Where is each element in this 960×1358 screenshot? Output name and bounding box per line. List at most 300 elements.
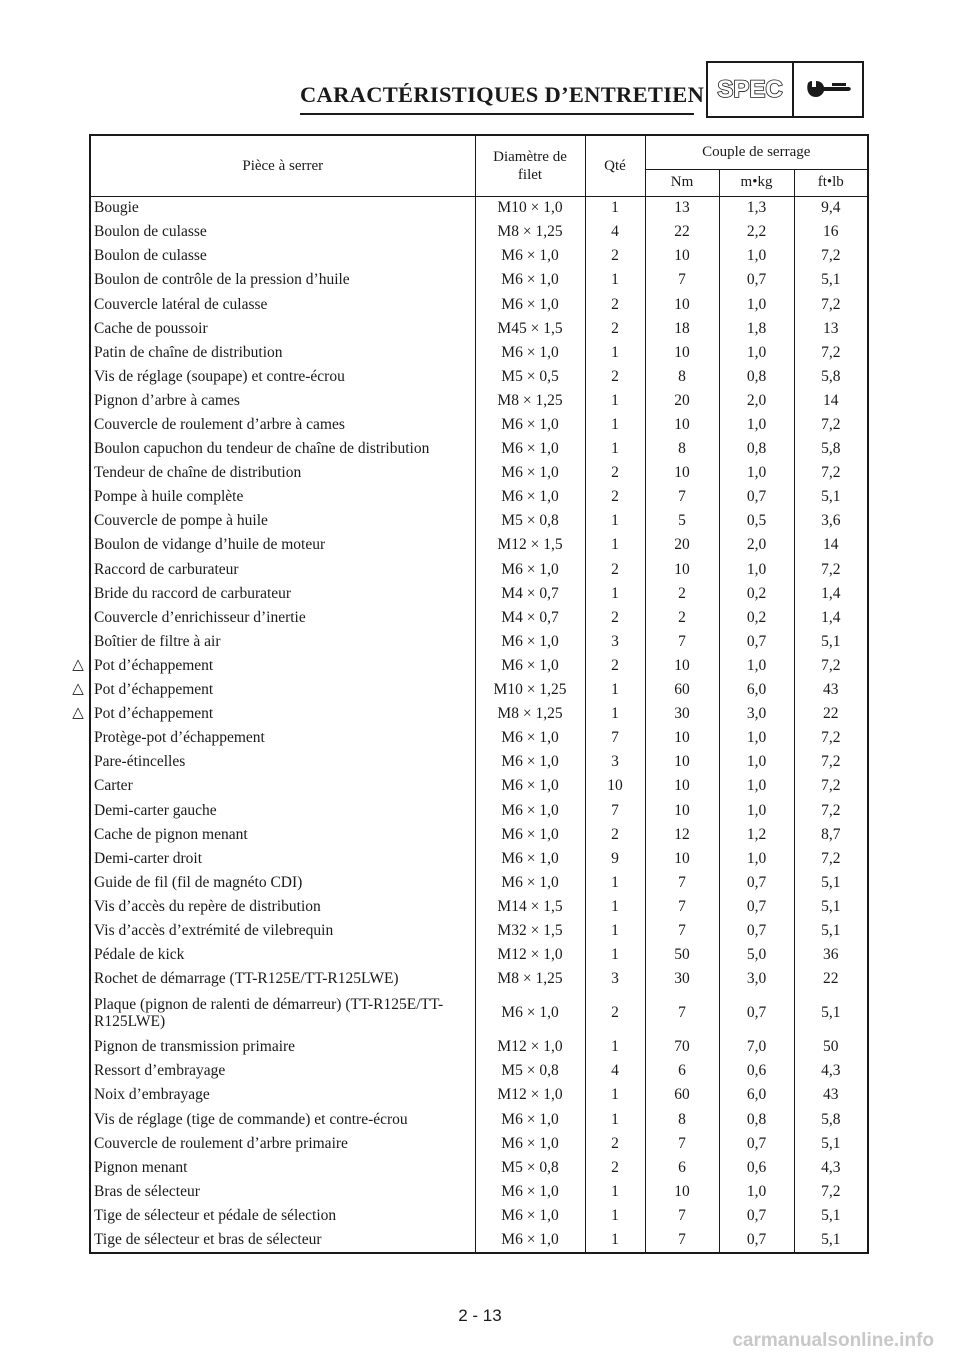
cell-mkg: 2,0 [719,534,794,558]
cell-nm: 60 [645,678,719,702]
cell-mkg: 0,8 [719,437,794,461]
cell-ftlb: 1,4 [794,606,868,630]
cell-ftlb: 4,3 [794,1060,868,1084]
cell-mkg: 0,2 [719,606,794,630]
cell-mkg: 7,0 [719,1036,794,1060]
cell-thread: M10 × 1,25 [475,678,585,702]
cell-qty: 2 [585,823,645,847]
cell-mkg: 1,0 [719,775,794,799]
cell-mkg: 0,7 [719,486,794,510]
torque-table [89,134,869,1254]
table-row [90,245,868,269]
cell-part: Bride du raccord de carburateur [90,582,475,606]
cell-mkg: 2,0 [719,389,794,413]
table-row [90,1180,868,1204]
triangle-mark-icon: △ [72,655,84,673]
cell-thread: M8 × 1,25 [475,968,585,992]
cell-mkg: 1,3 [719,196,794,221]
cell-part: Noix d’embrayage [90,1084,475,1108]
cell-ftlb: 1,4 [794,582,868,606]
cell-nm: 10 [645,847,719,871]
cell-part: Pignon d’arbre à cames [90,389,475,413]
cell-qty: 9 [585,847,645,871]
cell-part: Couvercle de roulement d’arbre primaire [90,1132,475,1156]
spec-label: SPEC [708,63,794,116]
cell-nm: 12 [645,823,719,847]
cell-thread: M6 × 1,0 [475,486,585,510]
cell-thread: M5 × 0,5 [475,365,585,389]
cell-qty: 1 [585,582,645,606]
cell-nm: 20 [645,389,719,413]
cell-nm: 18 [645,317,719,341]
cell-nm: 7 [645,269,719,293]
cell-thread: M6 × 1,0 [475,823,585,847]
header-qty: Qté [585,135,645,196]
cell-nm: 22 [645,221,719,245]
table-body [90,196,868,1253]
table-row [90,365,868,389]
cell-nm: 10 [645,654,719,678]
cell-qty: 2 [585,245,645,269]
cell-part: Bras de sélecteur [90,1180,475,1204]
cell-qty: 1 [585,943,645,967]
cell-qty: 4 [585,221,645,245]
cell-ftlb: 14 [794,534,868,558]
cell-mkg: 3,0 [719,968,794,992]
page-number: 2 - 13 [458,1306,502,1325]
cell-qty: 4 [585,1060,645,1084]
cell-part: Boulon capuchon du tendeur de chaîne de distribution [90,437,475,461]
table-row [90,895,868,919]
cell-nm: 7 [645,919,719,943]
table-row [90,293,868,317]
cell-part: Boulon de vidange d’huile de moteur [90,534,475,558]
cell-nm: 5 [645,510,719,534]
cell-mkg: 1,8 [719,317,794,341]
cell-mkg: 1,0 [719,413,794,437]
cell-mkg: 0,7 [719,1228,794,1253]
cell-nm: 7 [645,486,719,510]
cell-thread: M32 × 1,5 [475,919,585,943]
cell-qty: 2 [585,365,645,389]
cell-ftlb: 36 [794,943,868,967]
header-part: Pièce à serrer [90,135,475,196]
header-ftlb: ft•lb [794,169,868,196]
cell-nm: 7 [645,1132,719,1156]
cell-qty: 2 [585,992,645,1036]
cell-thread: M6 × 1,0 [475,775,585,799]
cell-mkg: 1,0 [719,293,794,317]
cell-mkg: 0,2 [719,582,794,606]
cell-ftlb: 7,2 [794,847,868,871]
cell-part: Pot d’échappement [90,702,475,726]
watermark: carmanualsonline.info [732,1330,934,1351]
cell-ftlb: 5,8 [794,365,868,389]
cell-ftlb: 7,2 [794,245,868,269]
header-thread: Diamètre de filet [475,135,585,196]
table-row [90,341,868,365]
table-row [90,630,868,654]
cell-ftlb: 7,2 [794,462,868,486]
cell-ftlb: 43 [794,678,868,702]
cell-thread: M6 × 1,0 [475,1180,585,1204]
table-row [90,1204,868,1228]
cell-thread: M12 × 1,0 [475,1036,585,1060]
cell-part: Demi-carter gauche [90,799,475,823]
cell-mkg: 1,0 [719,727,794,751]
cell-part: Pignon menant [90,1156,475,1180]
table-row [90,751,868,775]
table-row [90,1156,868,1180]
cell-thread: M5 × 0,8 [475,1156,585,1180]
cell-qty: 3 [585,751,645,775]
table-row [90,992,868,1036]
cell-qty: 1 [585,871,645,895]
cell-nm: 10 [645,799,719,823]
spec-badge [706,61,864,118]
cell-part: Boulon de culasse [90,221,475,245]
cell-mkg: 2,2 [719,221,794,245]
cell-part: Tige de sélecteur et pédale de sélection [90,1204,475,1228]
cell-qty: 1 [585,1084,645,1108]
cell-part: Guide de fil (fil de magnéto CDI) [90,871,475,895]
cell-nm: 10 [645,1180,719,1204]
cell-nm: 2 [645,582,719,606]
cell-part: Vis d’accès du repère de distribution [90,895,475,919]
cell-qty: 1 [585,269,645,293]
cell-thread: M6 × 1,0 [475,245,585,269]
cell-thread: M6 × 1,0 [475,654,585,678]
cell-nm: 60 [645,1084,719,1108]
table-row [90,847,868,871]
cell-part: Tendeur de chaîne de distribution [90,462,475,486]
cell-qty: 1 [585,895,645,919]
cell-thread: M6 × 1,0 [475,727,585,751]
cell-nm: 10 [645,293,719,317]
cell-mkg: 0,7 [719,919,794,943]
cell-nm: 8 [645,365,719,389]
cell-thread: M6 × 1,0 [475,1132,585,1156]
cell-part: Vis d’accès d’extrémité de vilebrequin [90,919,475,943]
cell-ftlb: 5,1 [794,486,868,510]
cell-qty: 2 [585,486,645,510]
cell-mkg: 6,0 [719,678,794,702]
cell-thread: M12 × 1,0 [475,943,585,967]
cell-part: Pare-étincelles [90,751,475,775]
cell-qty: 1 [585,196,645,221]
table-row [90,1036,868,1060]
cell-qty: 2 [585,654,645,678]
cell-thread: M8 × 1,25 [475,389,585,413]
table-row [90,437,868,461]
header-mkg: m•kg [719,169,794,196]
cell-nm: 70 [645,1036,719,1060]
cell-mkg: 5,0 [719,943,794,967]
cell-part: Protège-pot d’échappement [90,727,475,751]
cell-nm: 10 [645,775,719,799]
table-row [90,269,868,293]
cell-ftlb: 5,1 [794,871,868,895]
table-row [90,582,868,606]
cell-nm: 10 [645,413,719,437]
cell-thread: M4 × 0,7 [475,606,585,630]
cell-mkg: 0,7 [719,630,794,654]
cell-thread: M12 × 1,0 [475,1084,585,1108]
cell-nm: 30 [645,702,719,726]
cell-mkg: 3,0 [719,702,794,726]
cell-thread: M6 × 1,0 [475,341,585,365]
cell-qty: 1 [585,534,645,558]
cell-mkg: 0,5 [719,510,794,534]
cell-thread: M6 × 1,0 [475,1108,585,1132]
cell-ftlb: 7,2 [794,413,868,437]
cell-thread: M10 × 1,0 [475,196,585,221]
table-row [90,823,868,847]
cell-qty: 2 [585,293,645,317]
table-row [90,1132,868,1156]
cell-qty: 1 [585,919,645,943]
cell-thread: M5 × 0,8 [475,1060,585,1084]
cell-nm: 7 [645,871,719,895]
cell-qty: 1 [585,1108,645,1132]
cell-nm: 10 [645,245,719,269]
cell-nm: 10 [645,558,719,582]
cell-ftlb: 5,1 [794,992,868,1036]
cell-ftlb: 50 [794,1036,868,1060]
cell-ftlb: 14 [794,389,868,413]
cell-part: Tige de sélecteur et bras de sélecteur [90,1228,475,1253]
table-row [90,606,868,630]
table-row [90,702,868,726]
cell-part: Plaque (pignon de ralenti de démarreur) (TT-R125E/TT-R125LWE) [90,992,475,1036]
cell-ftlb: 5,8 [794,1108,868,1132]
cell-part: Vis de réglage (soupape) et contre-écrou [90,365,475,389]
cell-qty: 2 [585,558,645,582]
cell-nm: 7 [645,1228,719,1253]
table-row [90,486,868,510]
cell-ftlb: 5,1 [794,1204,868,1228]
cell-part: Rochet de démarrage (TT-R125E/TT-R125LWE) [90,968,475,992]
cell-ftlb: 4,3 [794,1156,868,1180]
cell-nm: 50 [645,943,719,967]
cell-ftlb: 7,2 [794,799,868,823]
cell-ftlb: 7,2 [794,751,868,775]
table-row [90,558,868,582]
cell-thread: M6 × 1,0 [475,799,585,823]
cell-ftlb: 43 [794,1084,868,1108]
cell-qty: 1 [585,510,645,534]
cell-thread: M12 × 1,5 [475,534,585,558]
cell-qty: 2 [585,606,645,630]
cell-ftlb: 7,2 [794,1180,868,1204]
cell-ftlb: 7,2 [794,558,868,582]
table-row [90,1228,868,1253]
header-torque: Couple de serrage [645,135,868,169]
cell-thread: M6 × 1,0 [475,751,585,775]
cell-qty: 7 [585,799,645,823]
cell-ftlb: 7,2 [794,727,868,751]
cell-ftlb: 9,4 [794,196,868,221]
cell-thread: M6 × 1,0 [475,462,585,486]
cell-ftlb: 3,6 [794,510,868,534]
cell-qty: 1 [585,413,645,437]
cell-nm: 10 [645,727,719,751]
table-row [90,413,868,437]
table-row [90,196,868,221]
cell-thread: M6 × 1,0 [475,437,585,461]
cell-qty: 1 [585,1036,645,1060]
table-row [90,1108,868,1132]
cell-nm: 10 [645,462,719,486]
cell-mkg: 0,8 [719,1108,794,1132]
cell-nm: 20 [645,534,719,558]
cell-mkg: 0,7 [719,1132,794,1156]
cell-ftlb: 5,1 [794,919,868,943]
cell-qty: 3 [585,968,645,992]
cell-qty: 1 [585,341,645,365]
cell-part: Pompe à huile complète [90,486,475,510]
table-row [90,799,868,823]
cell-mkg: 1,2 [719,823,794,847]
cell-thread: M45 × 1,5 [475,317,585,341]
table-row [90,534,868,558]
triangle-mark-icon: △ [72,679,84,697]
cell-thread: M6 × 1,0 [475,1204,585,1228]
table-row [90,943,868,967]
cell-mkg: 1,0 [719,799,794,823]
table-row [90,871,868,895]
cell-nm: 7 [645,1204,719,1228]
cell-mkg: 0,6 [719,1156,794,1180]
cell-ftlb: 7,2 [794,775,868,799]
cell-thread: M6 × 1,0 [475,1228,585,1253]
wrench-icon [794,63,862,116]
cell-part: Boulon de contrôle de la pression d’huile [90,269,475,293]
cell-part: Patin de chaîne de distribution [90,341,475,365]
cell-thread: M5 × 0,8 [475,510,585,534]
cell-nm: 8 [645,1108,719,1132]
cell-qty: 10 [585,775,645,799]
cell-thread: M6 × 1,0 [475,269,585,293]
cell-thread: M6 × 1,0 [475,630,585,654]
table-row [90,462,868,486]
cell-qty: 1 [585,702,645,726]
cell-part: Cache de poussoir [90,317,475,341]
cell-part: Couvercle d’enrichisseur d’inertie [90,606,475,630]
cell-qty: 2 [585,1156,645,1180]
cell-qty: 2 [585,462,645,486]
cell-part: Carter [90,775,475,799]
table-row [90,317,868,341]
cell-part: Pignon de transmission primaire [90,1036,475,1060]
cell-mkg: 0,7 [719,992,794,1036]
table-row [90,1084,868,1108]
table-row [90,654,868,678]
cell-part: Couvercle latéral de culasse [90,293,475,317]
cell-mkg: 1,0 [719,654,794,678]
table-row [90,678,868,702]
cell-part: Raccord de carburateur [90,558,475,582]
cell-part: Cache de pignon menant [90,823,475,847]
cell-qty: 1 [585,1180,645,1204]
table-row [90,510,868,534]
cell-qty: 2 [585,1132,645,1156]
cell-qty: 1 [585,437,645,461]
cell-nm: 7 [645,895,719,919]
cell-thread: M14 × 1,5 [475,895,585,919]
table-row [90,221,868,245]
cell-mkg: 1,0 [719,751,794,775]
cell-part: Couvercle de roulement d’arbre à cames [90,413,475,437]
cell-thread: M6 × 1,0 [475,413,585,437]
cell-mkg: 1,0 [719,245,794,269]
cell-thread: M6 × 1,0 [475,871,585,895]
cell-mkg: 0,7 [719,269,794,293]
table-row [90,775,868,799]
cell-mkg: 1,0 [719,847,794,871]
cell-mkg: 1,0 [719,341,794,365]
cell-ftlb: 7,2 [794,293,868,317]
cell-ftlb: 5,1 [794,269,868,293]
cell-mkg: 1,0 [719,1180,794,1204]
cell-ftlb: 8,7 [794,823,868,847]
cell-mkg: 6,0 [719,1084,794,1108]
cell-part: Pot d’échappement [90,654,475,678]
cell-qty: 1 [585,389,645,413]
cell-ftlb: 5,1 [794,630,868,654]
cell-thread: M6 × 1,0 [475,847,585,871]
cell-mkg: 0,7 [719,871,794,895]
page-title: CARACTÉRISTIQUES D’ENTRETIEN [300,82,705,107]
cell-thread: M4 × 0,7 [475,582,585,606]
cell-part: Pédale de kick [90,943,475,967]
cell-mkg: 1,0 [719,462,794,486]
cell-nm: 10 [645,341,719,365]
cell-ftlb: 5,1 [794,1228,868,1253]
cell-nm: 2 [645,606,719,630]
cell-ftlb: 16 [794,221,868,245]
table-row [90,1060,868,1084]
cell-thread: M6 × 1,0 [475,558,585,582]
cell-mkg: 1,0 [719,558,794,582]
cell-part: Vis de réglage (tige de commande) et contre-écrou [90,1108,475,1132]
cell-thread: M8 × 1,25 [475,221,585,245]
cell-mkg: 0,7 [719,1204,794,1228]
cell-ftlb: 7,2 [794,341,868,365]
cell-thread: M6 × 1,0 [475,992,585,1036]
cell-nm: 6 [645,1156,719,1180]
cell-nm: 7 [645,992,719,1036]
cell-ftlb: 22 [794,702,868,726]
cell-qty: 1 [585,678,645,702]
table-row [90,389,868,413]
cell-thread: M8 × 1,25 [475,702,585,726]
cell-qty: 1 [585,1204,645,1228]
cell-part: Bougie [90,196,475,221]
cell-part: Demi-carter droit [90,847,475,871]
cell-nm: 13 [645,196,719,221]
cell-qty: 7 [585,727,645,751]
cell-ftlb: 5,8 [794,437,868,461]
cell-nm: 7 [645,630,719,654]
cell-part: Boulon de culasse [90,245,475,269]
cell-mkg: 0,6 [719,1060,794,1084]
cell-ftlb: 7,2 [794,654,868,678]
cell-ftlb: 5,1 [794,895,868,919]
cell-nm: 30 [645,968,719,992]
cell-part: Couvercle de pompe à huile [90,510,475,534]
triangle-mark-icon: △ [72,703,84,721]
